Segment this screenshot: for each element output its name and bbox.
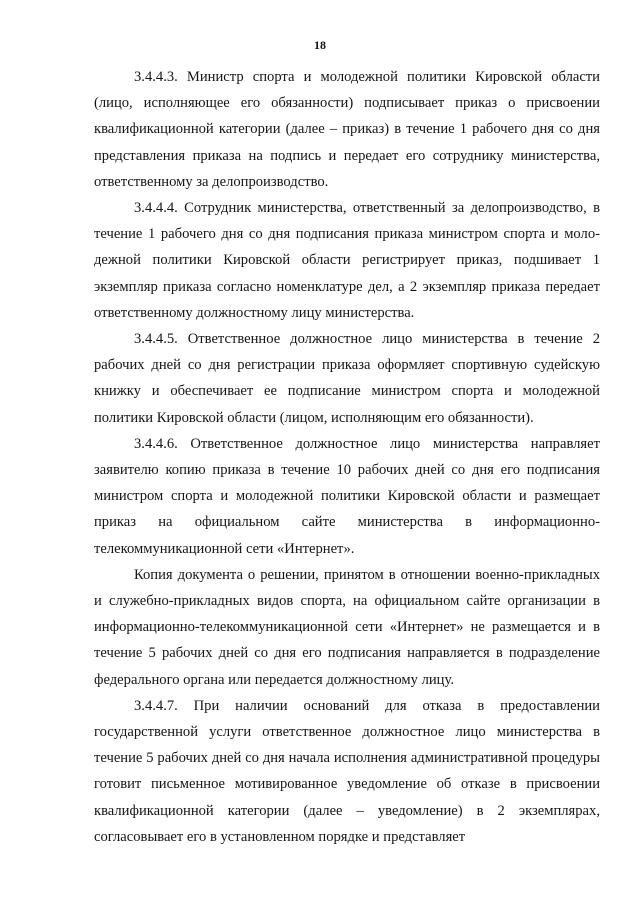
paragraph-document-copy: Копия документа о решении, принятом в отношении военно-прикладных и служебно-прикладных видов спорта, на официальном сайте организации в информационно-телекоммуникационной сети «Интернет» не размещается и в течение 5 рабочих дней со дня его подписания направляется в подразделение федерального органа или передается должностному лицу. <box>94 566 600 688</box>
paragraph-3-4-4-6: 3.4.4.6. Ответственное должностное лицо министерства направляет заявителю копию приказа в течение 10 рабочих дней со дня его подписания министром спорта и молодежной политики Кировской области и размещает приказ на официальном сайте министерства в информационно-телекоммуникационной сети «Интернет». <box>94 435 600 557</box>
paragraph-3-4-4-3: 3.4.4.3. Министр спорта и молодежной политики Кировской области (лицо, исполняющее его обязанности) подписывает приказ о присвоении квалификационной категории (далее – приказ) в течение 1 рабочего дня со дня представления приказа на подпись и передает его сотруднику министерства, ответственному за делопроизводство. <box>94 69 600 190</box>
document-body <box>94 64 600 850</box>
page-number: 18 <box>314 38 326 52</box>
paragraph-3-4-4-7: 3.4.4.7. При наличии оснований для отказа в предоставлении государственной услуги ответственное должностное лицо министерства в течение 5 рабочих дней со дня начала исполнения административной процедуры готовит письменное мотивированное уведомление об отказе в присвоении квалификационной категории (далее – уведомление) в 2 экземплярах, согласовывает его в установленном порядке и представляет <box>94 697 600 845</box>
paragraph-3-4-4-4: 3.4.4.4. Сотрудник министерства, ответственный за делопроизводство, в течение 1 рабочего дня со дня подписания приказа министром спорта и молодежной политики Кировской области регистрирует приказ, подшивает 1 экземпляр приказа согласно номенклатуре дел, а 2 экземпляр приказа передает ответственному должностному лицу министерства. <box>94 200 600 321</box>
paragraph-3-4-4-5: 3.4.4.5. Ответственное должностное лицо министерства в течение 2 рабочих дней со дня регистрации приказа оформляет спортивную судейскую книжку и обеспечивает ее подписание министром спорта и молодежной политики Кировской области (лицом, исполняющим его обязанности). <box>94 331 600 426</box>
